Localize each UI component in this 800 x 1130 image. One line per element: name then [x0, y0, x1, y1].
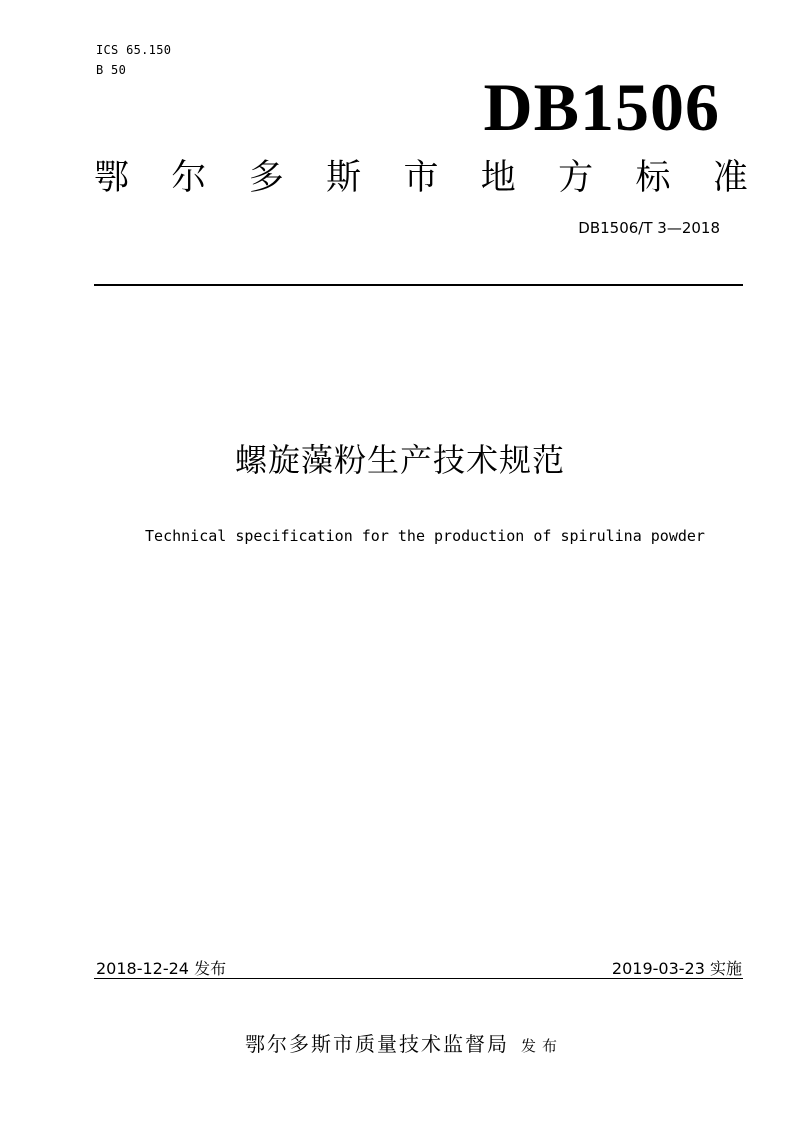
ics-code: ICS 65.150	[96, 43, 172, 57]
standard-category-char: 市	[403, 158, 439, 198]
standard-code: DB1506/T 3—2018	[578, 219, 720, 237]
footer-divider	[94, 978, 743, 979]
standard-category-char: 尔	[171, 158, 207, 198]
standard-logo: DB1506	[483, 69, 720, 145]
standard-category-char: 准	[712, 158, 748, 198]
standard-category	[94, 156, 748, 200]
issuing-authority	[0, 1030, 800, 1060]
document-title-zh: 螺旋藻粉生产技术规范	[234, 441, 565, 479]
standard-category-char: 鄂	[94, 158, 130, 198]
issuer-verb: 发布	[520, 1037, 563, 1055]
standard-category-char: 标	[635, 158, 671, 198]
standard-category-char: 斯	[326, 158, 362, 198]
document-title-en: Technical specification for the production of spirulina powder	[145, 527, 705, 545]
header-divider	[94, 284, 743, 286]
implementation-date: 2019-03-23 实施	[611, 959, 742, 978]
ccs-code: B 50	[96, 63, 127, 77]
issuer-name: 鄂尔多斯市质量技术监督局	[244, 1032, 509, 1056]
standard-category-char: 多	[248, 158, 284, 198]
issue-date: 2018-12-24 发布	[96, 959, 227, 978]
standard-category-char: 方	[558, 158, 594, 198]
standard-category-char: 地	[480, 158, 516, 198]
